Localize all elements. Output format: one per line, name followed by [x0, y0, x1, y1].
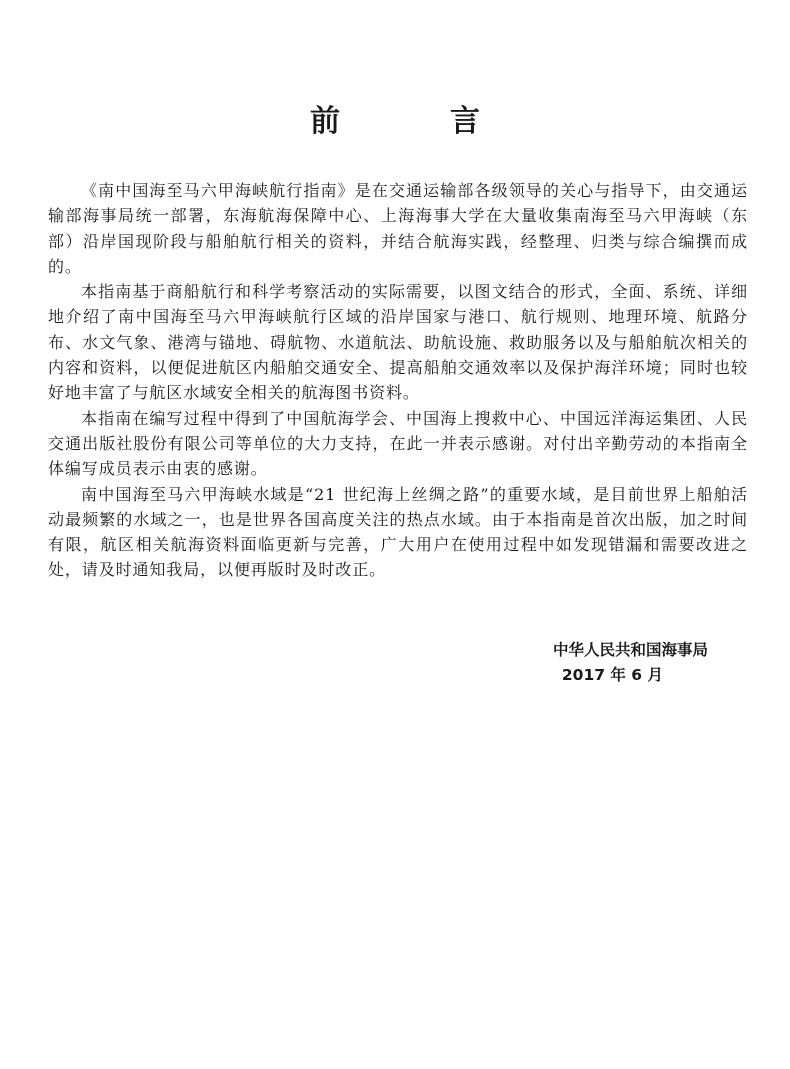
signature-organization: 中华人民共和国海事局: [552, 641, 708, 659]
paragraph-2: 本指南基于商船航行和科学考察活动的实际需要，以图文结合的形式，全面、系统、详细地介绍了南中国海至马六甲海峡航行区域的沿岸国家与港口、航行规则、地理环境、航路分布、水文气象、港湾与锚地、碍航物、水道航法、助航设施、救助服务以及与船舶航次相关的内容和资料，以便促进航区内船舶交通安全、提高船舶交通效率以及保护海洋环境；同时也较好地丰富了与航区水域安全相关的航海图书资料。: [48, 282, 748, 403]
signature-date: 2017 年 6 月: [561, 666, 663, 684]
preface-body: [48, 178, 748, 583]
paragraph-3: 本指南在编写过程中得到了中国航海学会、中国海上搜救中心、中国远洋海运集团、人民交通出版社股份有限公司等单位的大力支持，在此一并表示感谢。对付出辛勤劳动的本指南全体编写成员表示由衷的感谢。: [48, 408, 748, 479]
paragraph-4: 南中国海至马六甲海峡水域是“21 世纪海上丝绸之路”的重要水域，是目前世界上船舶活动最频繁的水域之一，也是世界各国高度关注的热点水域。由于本指南是首次出版，加之时间有限，航区相关航海资料面临更新与完善，广大用户在使用过程中如发现错漏和需要改进之处，请及时通知我局，以便再版时及时改正。: [48, 484, 748, 580]
paragraph-1: 《南中国海至马六甲海峡航行指南》是在交通运输部各级领导的关心与指导下，由交通运输部海事局统一部署，东海航海保障中心、上海海事大学在大量收集南海至马六甲海峡（东部）沿岸国现阶段与船舶航行相关的资料，并结合航海实践，经整理、归类与综合编撰而成的。: [48, 181, 748, 276]
page-title: 前 言: [310, 104, 520, 139]
